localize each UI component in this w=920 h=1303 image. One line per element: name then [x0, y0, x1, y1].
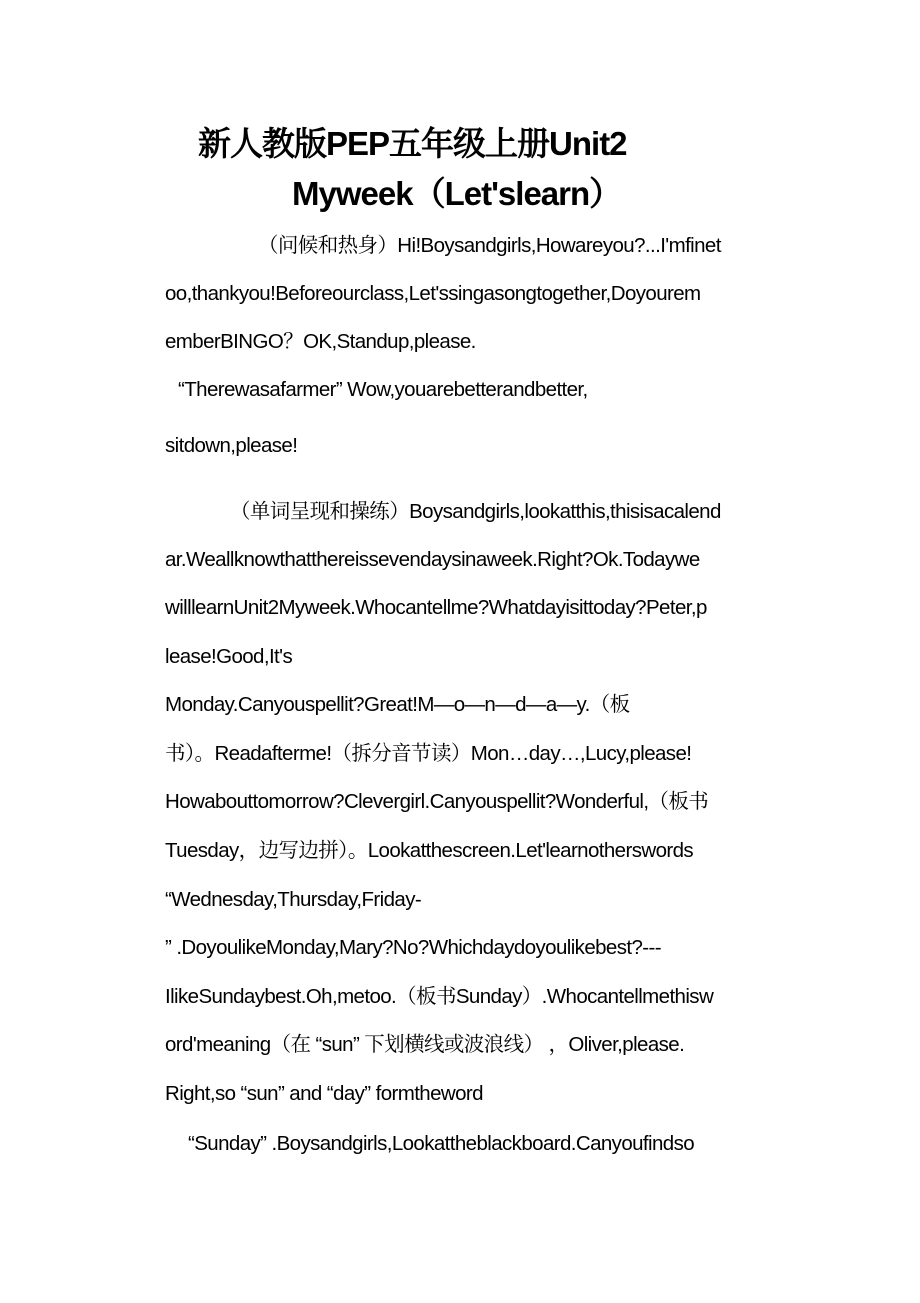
document-title-line-2: Myweek（Let'slearn）: [292, 175, 622, 212]
paragraph-line: “Sunday” .Boysandgirls,Lookattheblackboard.Canyoufindso: [188, 1132, 695, 1155]
paragraph-line: sitdown,please!: [165, 434, 298, 457]
paragraph-line: Howabouttomorrow?Clevergirl.Canyouspellit?Wonderful,（板书: [165, 790, 709, 813]
paragraph-line: emberBINGO？OK,Standup,please.: [165, 330, 476, 353]
paragraph-line: （单词呈现和操练）Boysandgirls,lookatthis,thisisacalend: [230, 500, 721, 523]
paragraph-line: oo,thankyou!Beforeourclass,Let'ssingasongtogether,Doyourem: [165, 282, 701, 305]
document-title-line-1: 新人教版PEP五年级上册Unit2: [198, 125, 627, 162]
paragraph-line: Right,so “sun” and “day” formtheword: [165, 1082, 483, 1105]
paragraph-line: 书）。Readafterme!（拆分音节读）Mon…day…,Lucy,please!: [165, 742, 692, 765]
paragraph-line: Tuesday，边写边拼）。Lookatthescreen.Let'learnotherswords: [165, 839, 694, 862]
paragraph-line: willlearnUnit2Myweek.Whocantellme?Whatdayisittoday?Peter,p: [165, 596, 707, 619]
paragraph-line: “Wednesday,Thursday,Friday-: [165, 888, 422, 911]
paragraph-line: ” .DoyoulikeMonday,Mary?No?Whichdaydoyoulikebest?---: [165, 936, 661, 959]
paragraph-line: （问候和热身）Hi!Boysandgirls,Howareyou?...I'mfinet: [258, 234, 721, 257]
paragraph-line: “Therewasafarmer” Wow,youarebetterandbetter,: [178, 378, 588, 401]
paragraph-line: ord'meaning（在 “sun” 下划横线或波浪线） ，Oliver,please.: [165, 1033, 685, 1056]
paragraph-line: IlikeSundaybest.Oh,metoo.（板书Sunday）.Whocantellmethisw: [165, 985, 714, 1008]
paragraph-line: Monday.Canyouspellit?Great!M—o—n—d—a—y.（板: [165, 693, 630, 716]
paragraph-line: ar.Weallknowthatthereissevendaysinaweek.Right?Ok.Todaywe: [165, 548, 700, 571]
paragraph-line: lease!Good,It's: [165, 645, 293, 668]
